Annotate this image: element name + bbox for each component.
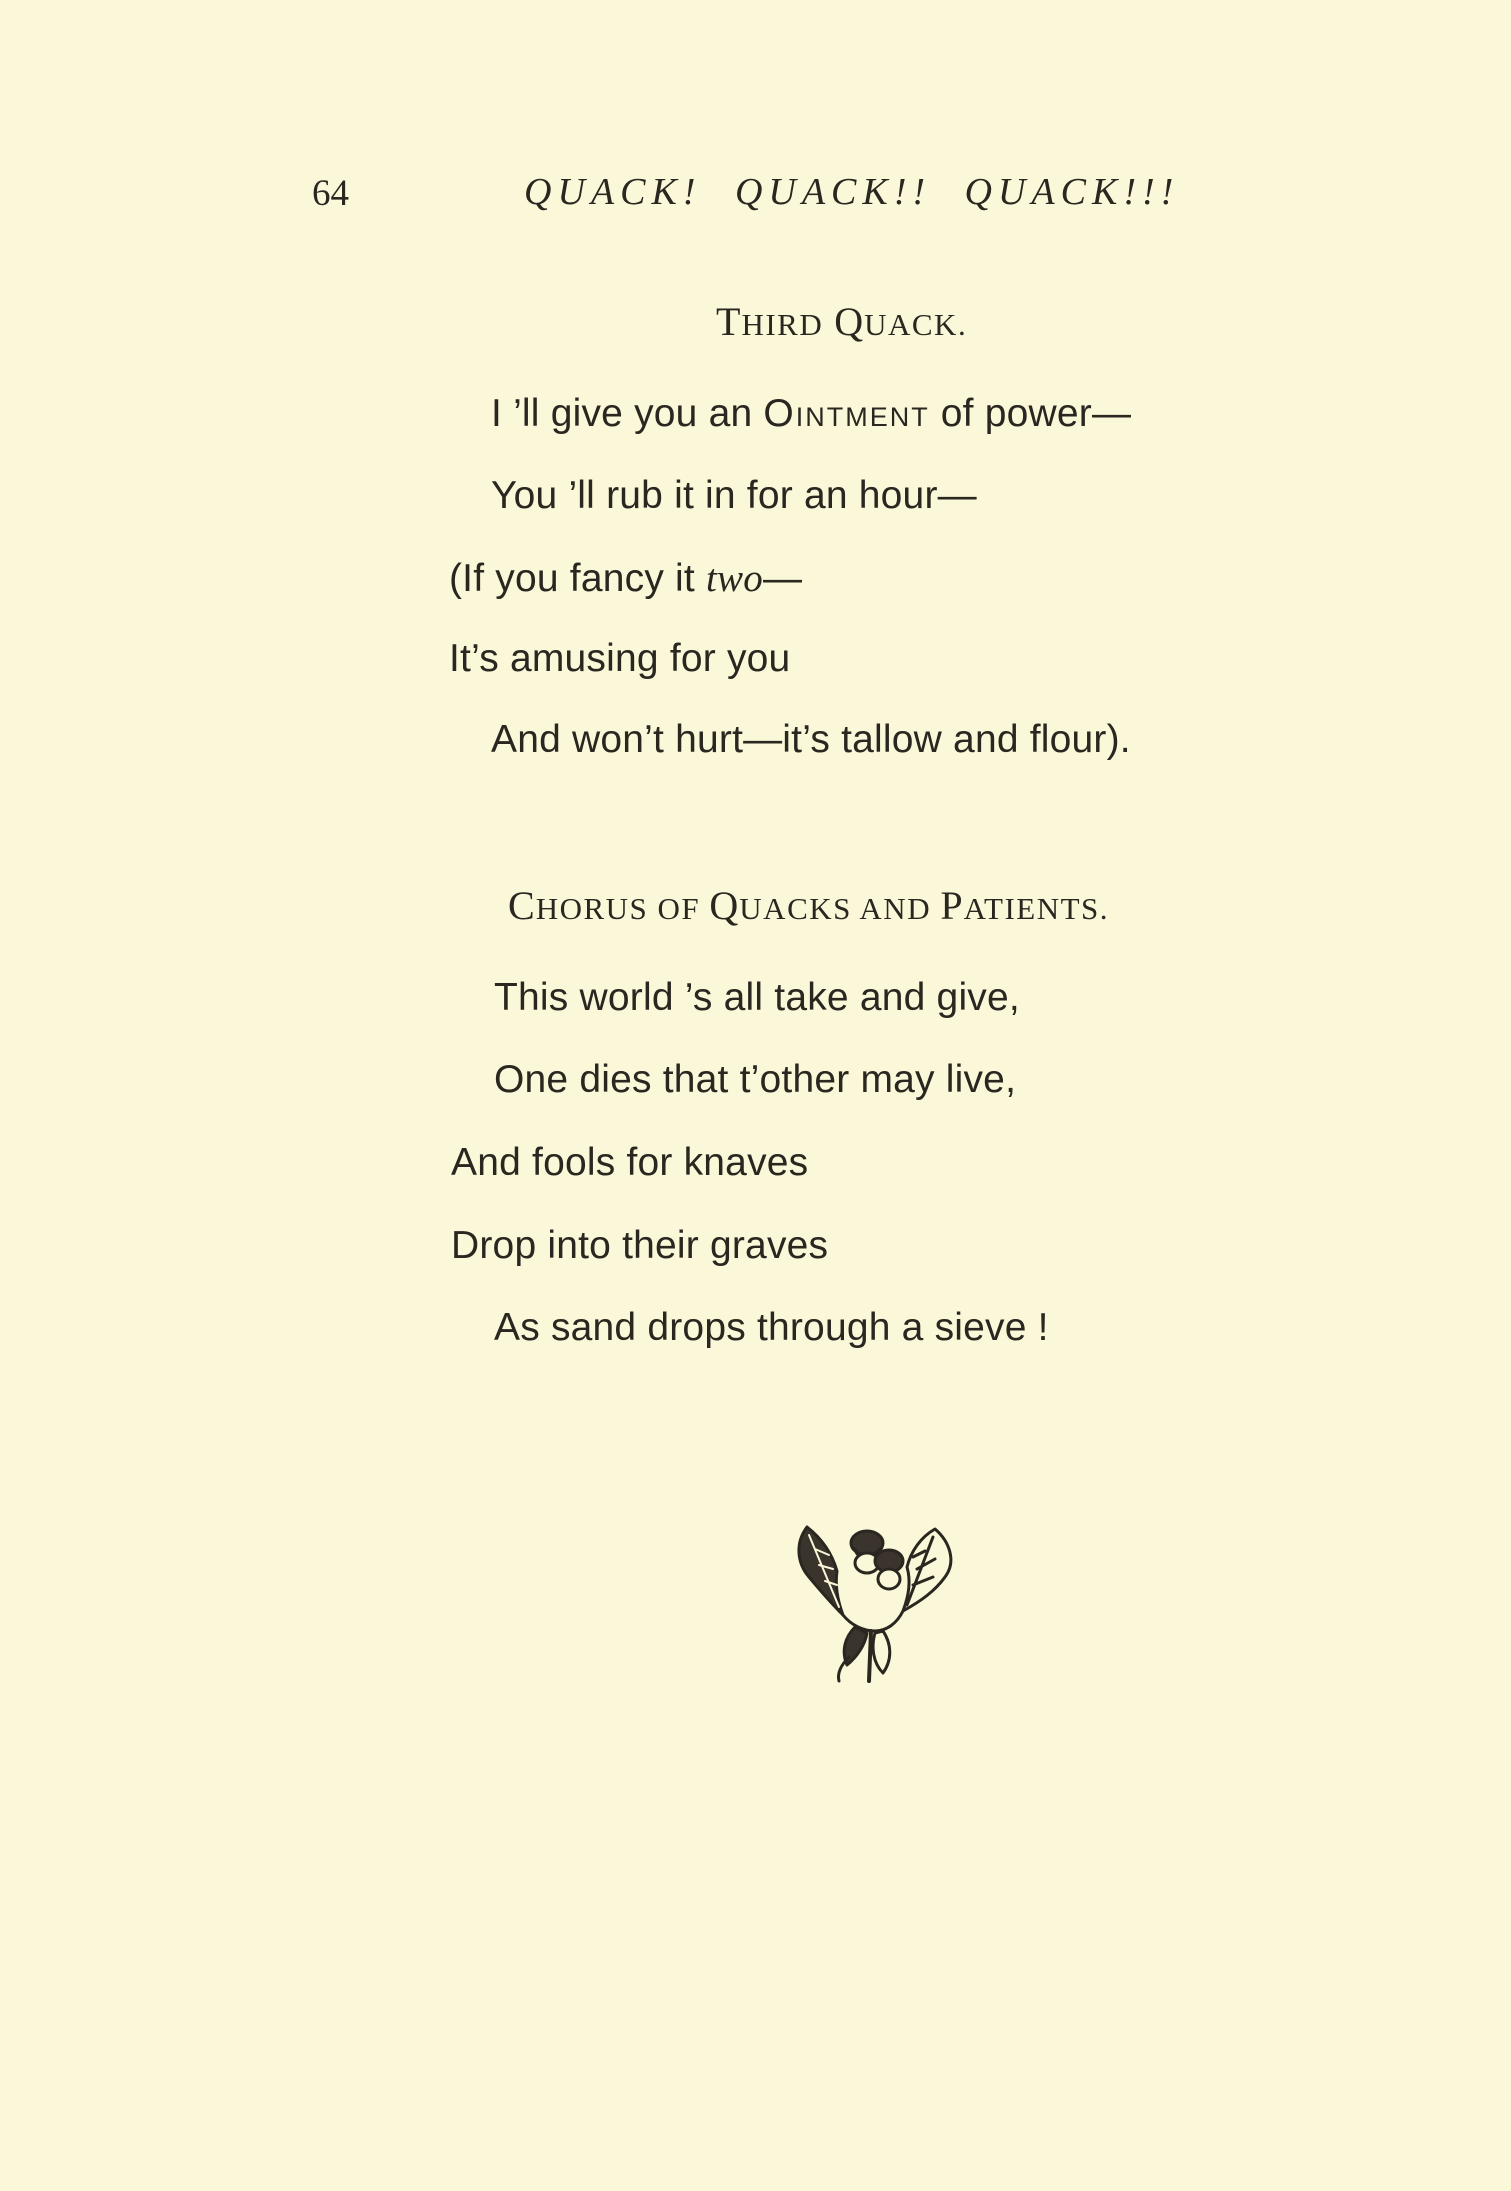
section-heading-third-quack [716,298,967,345]
verse-line: It’s amusing for you [449,637,791,680]
heading-smallcaps: ATIENTS. [963,891,1110,926]
heading-smallcaps: UACK. [864,307,968,342]
heading-smallcaps: HORUS OF [535,891,710,926]
verse-line: This world ’s all take and give, [494,976,1020,1019]
verse-line: I ’ll give you an Ointment of power— [491,392,1132,435]
running-head: QUACK! QUACK!! QUACK!!! [524,171,1180,213]
heading-initial: C [508,883,536,928]
acorn-oak-leaf-ornament-icon [785,1515,960,1685]
italic-word: two [706,557,763,600]
verse-line: (If you fancy it two— [449,557,803,600]
section-heading-chorus [508,882,1109,929]
verse-line: One dies that t’other may live, [494,1058,1017,1101]
heading-smallcaps: UACKS AND [739,891,941,926]
verse-line: As sand drops through a sieve ! [494,1306,1049,1349]
verse-line: You ’ll rub it in for an hour— [491,474,977,517]
heading-initial: Q [709,883,740,928]
smallcaps-word: Ointment [763,392,930,435]
page-number: 64 [312,173,349,214]
heading-initial: Q [834,299,865,344]
verse-line: Drop into their graves [451,1224,829,1267]
verse-line: And won’t hurt—it’s tallow and flour). [491,718,1131,761]
heading-smallcaps: HIRD [741,307,824,342]
verse-line: And fools for knaves [451,1141,809,1184]
heading-initial: P [940,883,964,928]
heading-initial: T [716,299,742,344]
